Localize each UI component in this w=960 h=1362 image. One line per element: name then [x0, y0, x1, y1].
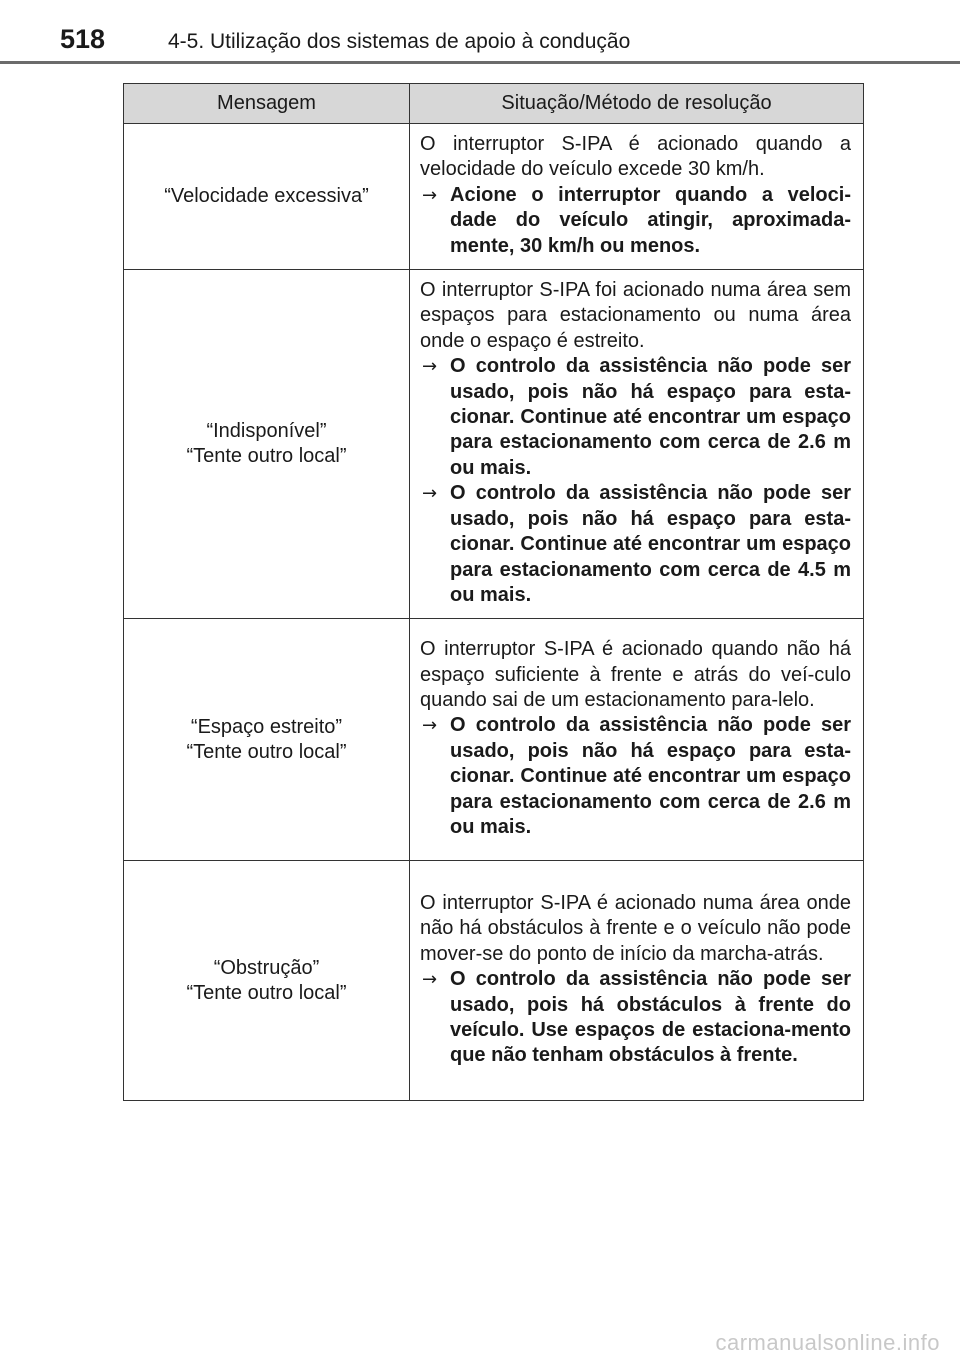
resolution-cell: [410, 861, 864, 1101]
resolution-cell: [410, 124, 864, 270]
resolution-action: [420, 481, 851, 608]
message-line: “Velocidade excessiva”: [164, 185, 369, 208]
message-cell: [124, 861, 410, 1101]
resolution-action: [420, 354, 851, 481]
action-text: O controlo da assistência não pode ser usado, pois há obstáculos à frente do veículo. Use espaços de estaciona-mento que não tenham obstáculos à frente.: [450, 968, 851, 1067]
right-arrow-icon: →: [422, 969, 438, 991]
situation-text: O interruptor S-IPA foi acionado numa área sem espaços para estacionamento ou numa área onde o espaço é estreito.: [420, 279, 851, 352]
column-header-resolution: Situação/Método de resolução: [410, 84, 864, 124]
action-text: Acione o interruptor quando a veloci-dade do veículo atingir, aproximada-mente, 30 km/h ou menos.: [450, 183, 851, 257]
watermark: carmanualsonline.info: [715, 1330, 940, 1355]
right-arrow-icon: →: [422, 715, 438, 737]
message-line: “Tente outro local”: [186, 981, 347, 1004]
action-text: O controlo da assistência não pode ser usado, pois não há espaço para esta-cionar. Continue até encontrar um espaço para estacionamento com cerca de 2.6 m ou mais.: [450, 355, 851, 479]
message-cell: [124, 124, 410, 270]
page-number: 518: [60, 24, 106, 54]
situation-text: O interruptor S-IPA é acionado numa área onde não há obstáculos à frente e o veículo não pode mover-se do ponto de início da marcha-atrás.: [420, 891, 851, 965]
action-text: O controlo da assistência não pode ser usado, pois não há espaço para esta-cionar. Continue até encontrar um espaço para estacionamento com cerca de 2.6 m ou mais.: [450, 714, 851, 839]
resolution-cell: [410, 270, 864, 619]
message-line: “Espaço estreito”: [190, 715, 343, 738]
message-line: “Tente outro local”: [186, 740, 347, 763]
message-table: [123, 83, 864, 1101]
right-arrow-icon: →: [422, 483, 438, 505]
resolution-action: [420, 713, 851, 840]
table-row: [124, 619, 864, 861]
table-body: [124, 124, 864, 1101]
chapter-title: 4-5. Utilização dos sistemas de apoio à condução: [168, 30, 631, 53]
table-row: [124, 270, 864, 619]
resolution-action: [420, 967, 851, 1069]
resolution-action: [420, 183, 851, 259]
table-row: [124, 861, 864, 1101]
message-cell: [124, 619, 410, 861]
action-text: O controlo da assistência não pode ser usado, pois não há espaço para esta-cionar. Continue até encontrar um espaço para estacionamento com cerca de 4.5 m ou mais.: [450, 482, 851, 606]
situation-text: O interruptor S-IPA é acionado quando a velocidade do veículo excede 30 km/h.: [420, 133, 851, 181]
table-header-row: [124, 84, 864, 124]
column-header-message: Mensagem: [124, 84, 410, 124]
right-arrow-icon: →: [422, 356, 438, 378]
page-header: [0, 0, 960, 66]
right-arrow-icon: →: [422, 184, 438, 206]
header-divider: [0, 61, 960, 64]
situation-text: O interruptor S-IPA é acionado quando não há espaço suficiente à frente e atrás do veí-culo quando sai de um estacionamento para-lelo.: [420, 638, 851, 711]
message-cell: [124, 270, 410, 619]
message-line: “Indisponível”: [206, 420, 327, 443]
resolution-cell: [410, 619, 864, 861]
message-line: “Obstrução”: [213, 956, 320, 979]
message-line: “Tente outro local”: [186, 445, 347, 468]
table-row: [124, 124, 864, 270]
